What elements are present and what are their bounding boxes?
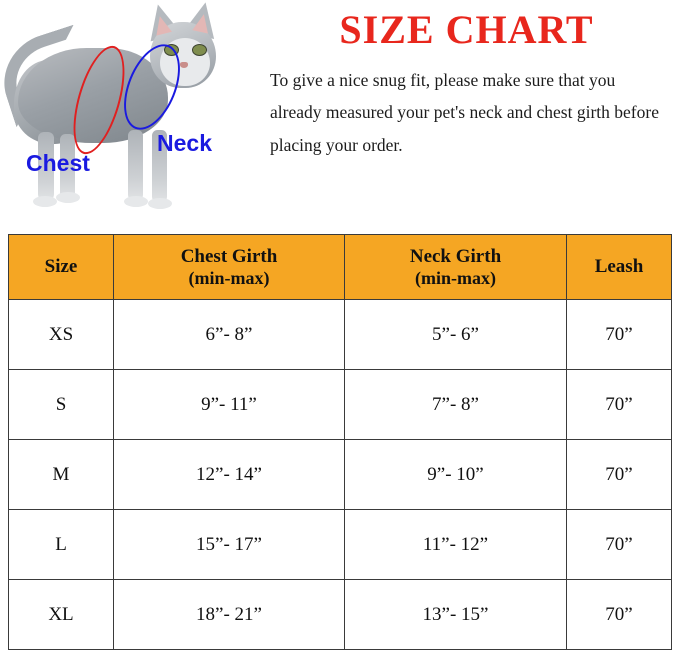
cell-size: L: [9, 510, 114, 580]
column-header-chest-girth-sublabel: (min-max): [188, 267, 270, 288]
intro-text: To give a nice snug fit, please make sure that you already measured your pet's neck and chest girth before placing your order.: [270, 70, 659, 155]
table-header: [9, 235, 672, 300]
cat-eye-shape: [192, 44, 207, 56]
cat-paw-shape: [124, 196, 148, 207]
cell-size: XS: [9, 300, 114, 370]
size-table-wrapper: [8, 234, 671, 650]
cell-chest: 15”- 17”: [114, 510, 345, 580]
table-row: [9, 440, 672, 510]
table-row: [9, 370, 672, 440]
column-header-chest-girth-label: Chest Girth: [180, 245, 278, 267]
cell-size: S: [9, 370, 114, 440]
cat-paw-shape: [33, 196, 57, 207]
column-header-chest-girth: [114, 235, 345, 300]
size-chart-table: [8, 234, 672, 650]
cell-neck: 13”- 15”: [345, 580, 567, 650]
cell-neck: 7”- 8”: [345, 370, 567, 440]
intro-section: [262, 0, 679, 232]
table-row: [9, 580, 672, 650]
cat-paw-shape: [148, 198, 172, 209]
column-header-leash-label: Leash: [594, 256, 644, 278]
neck-label: Neck: [157, 130, 212, 156]
cat-nose-shape: [180, 62, 188, 68]
cell-chest: 9”- 11”: [114, 370, 345, 440]
cell-chest: 12”- 14”: [114, 440, 345, 510]
chest-label: Chest: [26, 150, 90, 176]
table-row: [9, 300, 672, 370]
cell-size: M: [9, 440, 114, 510]
column-header-leash: [567, 235, 672, 300]
table-header-row: [9, 235, 672, 300]
cell-neck: 9”- 10”: [345, 440, 567, 510]
column-header-neck-girth: [345, 235, 567, 300]
column-header-size-label: Size: [44, 256, 78, 278]
cat-leg-shape: [128, 130, 143, 202]
cat-measurement-illustration: [0, 0, 262, 232]
page-title: SIZE CHART: [339, 7, 594, 52]
header-section: [0, 0, 679, 232]
cell-neck: 11”- 12”: [345, 510, 567, 580]
cell-chest: 6”- 8”: [114, 300, 345, 370]
column-header-neck-girth-sublabel: (min-max): [415, 267, 496, 288]
cat-paw-shape: [56, 192, 80, 203]
cell-leash: 70”: [567, 440, 672, 510]
table-body: [9, 300, 672, 650]
cell-leash: 70”: [567, 580, 672, 650]
cell-leash: 70”: [567, 510, 672, 580]
cell-chest: 18”- 21”: [114, 580, 345, 650]
column-header-neck-girth-label: Neck Girth: [409, 245, 502, 267]
column-header-size: [9, 235, 114, 300]
cell-size: XL: [9, 580, 114, 650]
table-row: [9, 510, 672, 580]
cell-neck: 5”- 6”: [345, 300, 567, 370]
cell-leash: 70”: [567, 300, 672, 370]
cell-leash: 70”: [567, 370, 672, 440]
